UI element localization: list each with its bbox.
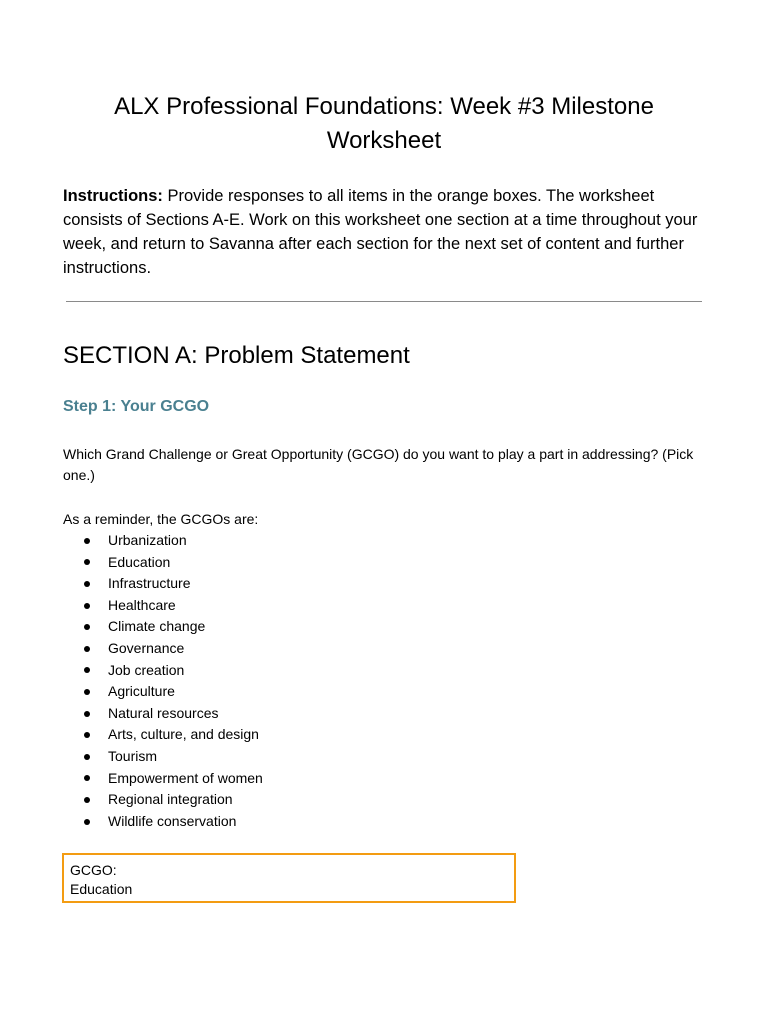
- list-item: [84, 724, 263, 746]
- list-item-label: Arts, culture, and design: [108, 726, 259, 743]
- gcgo-answer-box[interactable]: [62, 853, 516, 903]
- bullet-icon: [84, 646, 90, 652]
- list-item-label: Climate change: [108, 618, 206, 635]
- document-title: ALX Professional Foundations: Week #3 Milestone Worksheet: [114, 93, 654, 154]
- list-item-label: Governance: [108, 639, 185, 656]
- list-item: [84, 530, 263, 552]
- bullet-icon: [84, 775, 90, 781]
- gcgo-answer-label: GCGO:: [70, 862, 117, 878]
- list-item-label: Urbanization: [108, 532, 187, 548]
- section-a-title: SECTION A: Problem Statement: [63, 342, 410, 369]
- list-item-label: Healthcare: [108, 596, 176, 613]
- list-item: [84, 595, 263, 617]
- list-item: [84, 552, 263, 574]
- list-item-label: Agriculture: [108, 683, 175, 700]
- list-item-label: Tourism: [108, 747, 158, 764]
- list-item: [84, 573, 263, 595]
- list-item-label: Infrastructure: [108, 575, 191, 592]
- list-item-label: Job creation: [108, 661, 185, 678]
- horizontal-divider: [66, 301, 702, 302]
- bullet-icon: [84, 667, 90, 673]
- bullet-icon: [84, 754, 90, 760]
- gcgo-question: Which Grand Challenge or Great Opportunity (GCGO) do you want to play a part in addressing? (Pick one.): [63, 446, 694, 483]
- bullet-icon: [84, 797, 90, 803]
- list-item-label: Education: [108, 553, 171, 570]
- list-item: [84, 660, 263, 682]
- list-item-label: Empowerment of women: [108, 769, 263, 786]
- bullet-icon: [84, 689, 90, 695]
- list-item: [84, 811, 263, 833]
- bullet-icon: [84, 624, 90, 630]
- list-item: [84, 789, 263, 811]
- gcgo-reminder: As a reminder, the GCGOs are:: [63, 511, 259, 527]
- list-item-label: Regional integration: [108, 791, 233, 808]
- list-item: [84, 746, 263, 768]
- list-item: [84, 616, 263, 638]
- list-item: [84, 703, 263, 725]
- bullet-icon: [84, 603, 90, 609]
- bullet-icon: [84, 711, 90, 717]
- gcgo-list: [84, 530, 263, 832]
- bullet-icon: [84, 732, 90, 738]
- gcgo-answer-value[interactable]: Education: [70, 881, 133, 897]
- bullet-icon: [84, 538, 90, 544]
- list-item-label: Wildlife conservation: [108, 812, 237, 829]
- bullet-icon: [84, 559, 90, 565]
- instructions-label: Instructions:: [63, 187, 163, 205]
- step-1-title: Step 1: Your GCGO: [63, 398, 210, 415]
- bullet-icon: [84, 819, 90, 825]
- list-item: [84, 638, 263, 660]
- list-item: [84, 681, 263, 703]
- instructions-paragraph: [63, 184, 713, 280]
- list-item: [84, 768, 263, 790]
- bullet-icon: [84, 581, 90, 587]
- list-item-label: Natural resources: [108, 704, 219, 721]
- instructions-text: Provide responses to all items in the orange boxes. The worksheet consists of Sections A-E. Work on this worksheet one section at a time throughout your week, and return to Savanna after each section for the next set of content and further instructions.: [63, 187, 698, 277]
